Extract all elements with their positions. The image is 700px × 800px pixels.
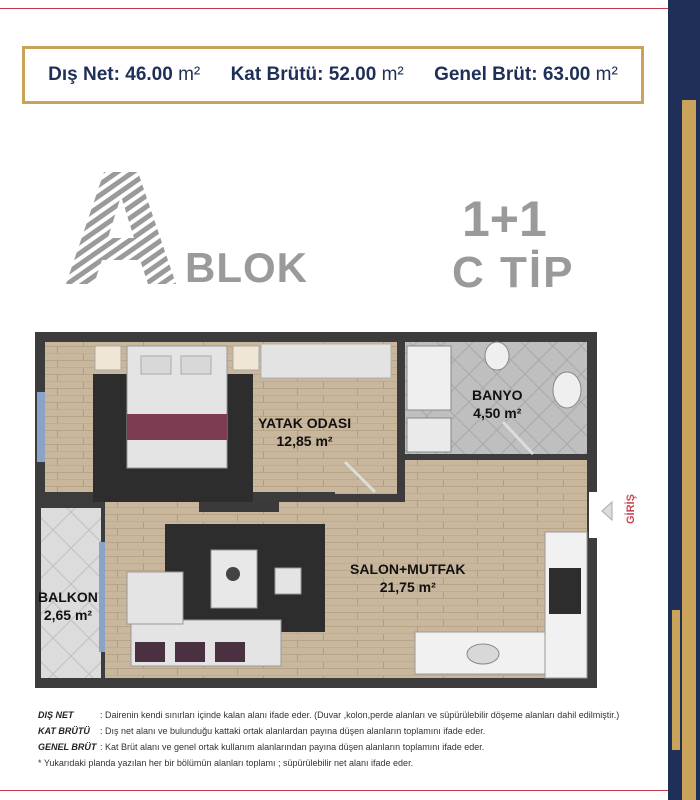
block-letter: A [121, 276, 123, 278]
unit-rooms-label: 1+1 [462, 191, 547, 247]
hall-floor [397, 460, 587, 504]
tv-unit [199, 502, 279, 512]
room-name: BALKON [38, 589, 98, 605]
unit-type-label: C TİP [452, 248, 575, 297]
sofa-cushion [135, 642, 165, 662]
balcony-door [99, 542, 105, 652]
entrance-label: GİRİŞ [625, 494, 637, 524]
room-bedroom [258, 414, 351, 450]
note-text: : Dairenin kendi sınırları içinde kalan alanı ifade eder. (Duvar ,kolon,perde alanları ve süpürülebilir döşeme alanları dahil edilmiştir.) [100, 710, 620, 720]
entrance-arrow-icon [600, 500, 622, 522]
side-gold-band [682, 100, 696, 800]
toilet [485, 342, 509, 370]
room-area: 4,50 m² [473, 405, 522, 421]
side-chair [275, 568, 301, 594]
area-unit: m² [178, 64, 201, 85]
room-name: YATAK ODASI [258, 415, 352, 431]
nightstand [233, 346, 259, 370]
side-gold-accent [672, 610, 680, 750]
area-dis-net [48, 64, 200, 86]
note-row [38, 710, 668, 721]
bedroom-window [37, 392, 45, 462]
area-kat-brutu [231, 64, 404, 86]
room-area: 2,65 m² [43, 607, 93, 623]
note-text: : Dış net alanı ve bulunduğu kattaki ortak alanlardan payına düşen alanların toplamını ifade eder. [100, 726, 486, 736]
room-area: 21,75 m² [379, 579, 436, 595]
room-name: SALON+MUTFAK [350, 561, 466, 577]
sofa-cushion [175, 642, 205, 662]
room-bathroom [472, 386, 523, 422]
area-unit: m² [595, 64, 618, 85]
bath-wall-bottom [403, 454, 587, 460]
nightstand [95, 346, 121, 370]
bottom-rule [0, 790, 700, 791]
area-label: Genel Brüt: [434, 64, 538, 85]
block-word: BLOK [185, 244, 308, 291]
note-text: : Kat Brüt alanı ve genel ortak kullanım alanlarından payına düşen alanların toplamını ifade eder. [100, 742, 485, 752]
area-unit: m² [381, 64, 404, 85]
sink [553, 372, 581, 408]
coffee-table-deco [226, 567, 240, 581]
note-row [38, 726, 668, 737]
kitchen-sink [467, 644, 499, 664]
area-value: 46.00 [125, 64, 173, 85]
room-name: BANYO [472, 387, 523, 403]
area-label: Kat Brütü: [230, 64, 324, 85]
area-value: 52.00 [328, 64, 377, 85]
note-row [38, 742, 668, 753]
note-term: KAT BRÜTÜ [38, 726, 90, 736]
area-summary-box [22, 46, 644, 104]
notes-section [38, 710, 668, 768]
washer [407, 418, 451, 452]
wardrobe [261, 344, 391, 378]
room-salon [350, 560, 466, 596]
pillow [181, 356, 211, 374]
footnote: * Yukarıdaki planda yazılan her bir bölümün alanları toplamı ; süpürülebilir net alanı ifade eder. [38, 758, 414, 768]
room-area: 12,85 m² [276, 433, 333, 449]
area-value: 63.00 [542, 64, 591, 85]
entrance-opening [589, 492, 597, 538]
bath-wall-left [397, 342, 405, 502]
shower [407, 346, 451, 410]
block-letter-logo [66, 172, 176, 284]
pillow [141, 356, 171, 374]
armchair [127, 572, 183, 624]
cooktop [549, 568, 581, 614]
note-term: DIŞ NET [38, 710, 74, 720]
top-rule [0, 8, 700, 9]
sofa-cushion [215, 642, 245, 662]
area-label: Dış Net: [48, 64, 120, 85]
room-balcony [38, 588, 98, 624]
bed-throw [127, 414, 227, 440]
area-genel-brut [434, 64, 618, 86]
note-term: GENEL BRÜT [38, 742, 97, 752]
